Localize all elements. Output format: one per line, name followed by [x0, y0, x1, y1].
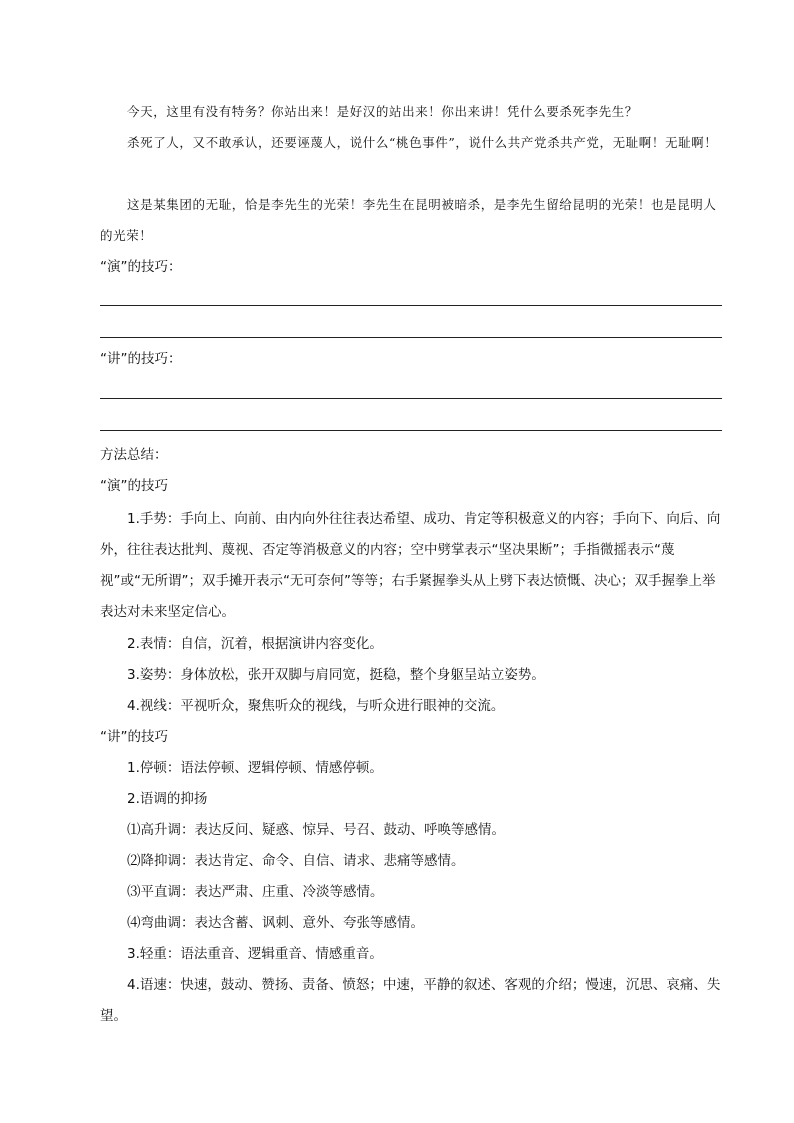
speech-paragraph-1: 今天，这里有没有特务？你站出来！是好汉的站出来！你出来讲！凭什么要杀死李先生？ [127, 104, 638, 119]
yan-technique-prompt: “演”的技巧： [100, 259, 182, 275]
speech-paragraph-3: 这是某集团的无耻，恰是李先生的光荣！李先生在昆明被暗杀，是李先生留给昆明的光荣！也是昆明人的光荣！ [100, 197, 717, 243]
jiang-item-falling-tone: ⑵降抑调：表达肯定、命令、自信、请求、悲痛等感情。 [127, 853, 465, 869]
summary-title: 方法总结： [100, 447, 168, 463]
yan-heading: “演”的技巧 [100, 478, 168, 494]
yan-item-gesture: 1.手势：手向上、向前、由内向外往往表达希望、成功、肯定等积极意义的内容；手向下、向后、向外，往往表达批判、蔑视、否定等消极意义的内容；空中劈掌表示“坚决果断”；手指微摇表示“蔑视”或“无所谓”；双手摊开表示“无可奈何”等等；右手紧握拳头从上劈下表达愤慨、决心；双手握拳上举表达对未来坚定信心。 [100, 511, 721, 620]
jiang-item-curved-tone: ⑷弯曲调：表达含蓄、讽刺、意外、夸张等感情。 [127, 915, 424, 931]
speech-paragraph-2: 杀死了人，又不敢承认，还要诬蔑人，说什么“桃色事件”，说什么共产党杀共产党，无耻啊！无耻啊！ [127, 135, 718, 150]
jiang-item-intonation: 2.语调的抑扬 [127, 791, 208, 807]
yan-item-expression: 2.表情：自信，沉着，根据演讲内容变化。 [127, 636, 383, 652]
jiang-item-pause: 1.停顿：语法停顿、逻辑停顿、情感停顿。 [127, 760, 383, 776]
jiang-technique-prompt: “讲”的技巧： [100, 351, 182, 367]
jiang-item-stress: 3.轻重：语法重音、逻辑重音、情感重音。 [127, 946, 383, 962]
yan-item-gaze: 4.视线：平视听众，聚焦听众的视线，与听众进行眼神的交流。 [127, 698, 505, 714]
answer-line[interactable] [100, 337, 722, 338]
jiang-item-speed: 4.语速：快速，鼓动、赞扬、责备、愤怒；中速，平静的叙述、客观的介绍；慢速，沉思、哀痛、失望。 [100, 977, 721, 1024]
jiang-item-level-tone: ⑶平直调：表达严肃、庄重、冷淡等感情。 [127, 884, 384, 900]
answer-line[interactable] [100, 398, 722, 399]
yan-item-posture: 3.姿势：身体放松，张开双脚与肩同宽，挺稳，整个身躯呈站立姿势。 [127, 667, 545, 683]
answer-line[interactable] [100, 430, 722, 431]
jiang-heading: “讲”的技巧 [100, 729, 168, 745]
answer-line[interactable] [100, 305, 722, 306]
jiang-item-rising-tone: ⑴高升调：表达反问、疑惑、惊异、号召、鼓动、呼唤等感情。 [127, 822, 505, 838]
